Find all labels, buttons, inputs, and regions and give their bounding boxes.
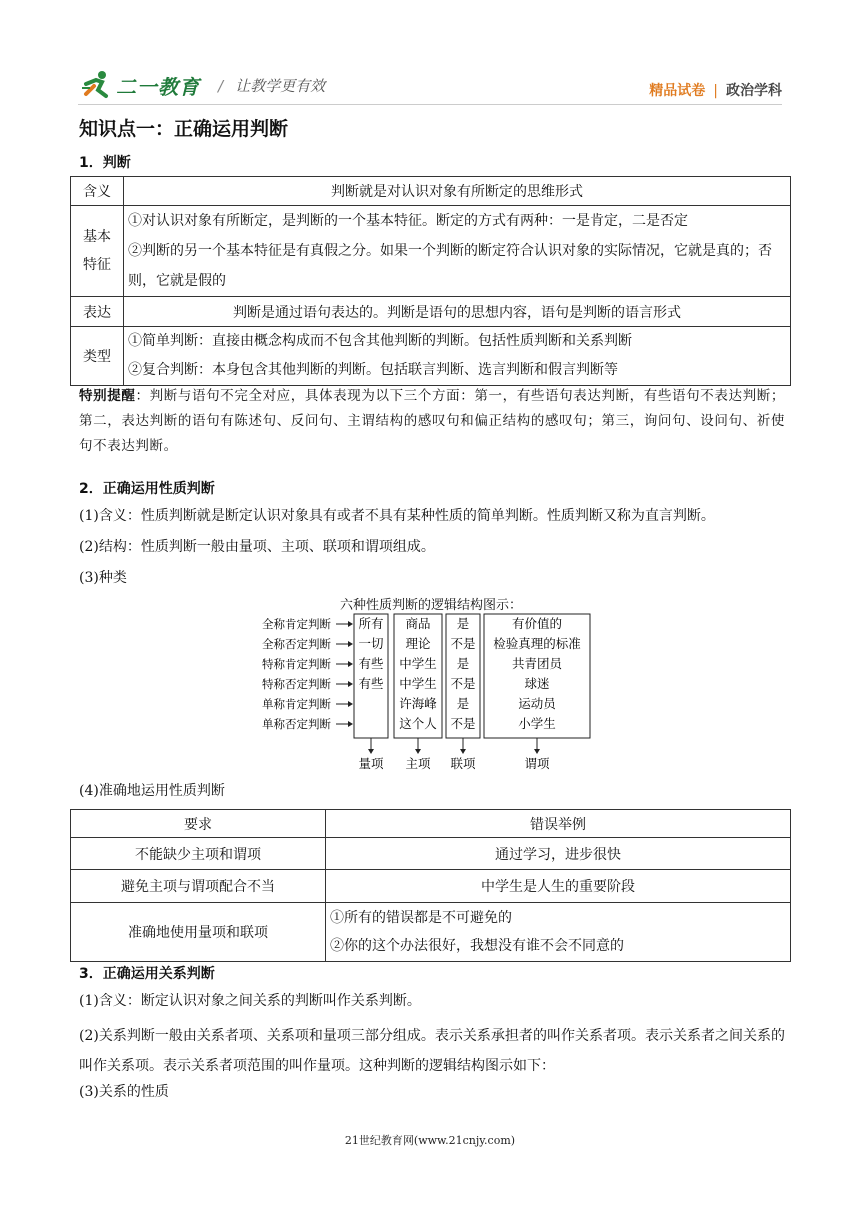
requirement-cell: 避免主项与谓项配合不当 [71,870,326,903]
example-line: ②你的这个办法很好，我想没有谁不会不同意的 [330,938,624,954]
arrow-head [348,641,353,647]
arrow-head [348,621,353,627]
diagram-cell: 商品 [405,616,431,631]
row-content [124,206,791,297]
diagram-cell: 不是 [450,636,476,651]
header-divider [78,104,782,105]
table-row [71,838,791,870]
arrow-head [460,749,466,754]
table-row [71,206,791,297]
diagram-cell: 一切 [358,636,384,651]
diagram-axis-label: 谓项 [524,756,550,771]
diagram-cell: 所有 [358,616,384,631]
example-cell [326,903,791,962]
row-label: 类型 [71,327,124,386]
diagram-cell: 是 [456,616,470,631]
type-1: ①简单判断：直接由概念构成而不包含其他判断的判断。包括性质判断和关系判断 [128,333,632,349]
judgment-structure-diagram [262,612,598,774]
paragraph: (2)结构：性质判断一般由量项、主项、联项和谓项组成。 [79,539,435,555]
row-label: 表达 [71,297,124,327]
brand-name: 二一教育 [116,74,200,99]
diagram-cell: 有价值的 [511,616,563,631]
diagram-cell: 有些 [358,676,384,691]
row-content: 判断就是对认识对象有所断定的思维形式 [124,177,791,206]
type-2: ②复合判断：本身包含其他判断的判断。包括联言判断、选言判断和假言判断等 [128,362,618,378]
column-header: 要求 [71,810,326,838]
judgment-type-label: 单称否定判断 [262,717,331,731]
feature-1: ①对认识对象有所断定，是判断的一个基本特征。断定的方式有两种：一是肯定，二是否定 [128,213,688,229]
diagram-cell: 共青团员 [511,656,563,671]
diagram-cell: 是 [456,656,470,671]
paragraph: (1)含义：断定认识对象之间关系的判断叫作关系判断。 [79,993,421,1009]
diagram-axis-label: 量项 [358,756,384,771]
paragraph: (4)准确地运用性质判断 [79,783,225,799]
brand-logo [80,70,325,100]
diagram-cell: 运动员 [518,696,556,711]
judgment-type-label: 全称肯定判断 [262,617,331,631]
example-cell: 通过学习，进步很快 [326,838,791,870]
table-row [71,297,791,327]
judgment-type-label: 特称肯定判断 [262,657,331,671]
example-cell: 中学生是人生的重要阶段 [326,870,791,903]
header-tag-label: 精品试卷 [649,83,706,99]
paragraph: (1)含义：性质判断就是断定认识对象具有或者不具有某种性质的简单判断。性质判断又称为直言判断。 [79,508,715,524]
diagram-cell: 小学生 [518,716,556,731]
judgment-type-label: 全称否定判断 [262,637,331,651]
table-row [71,177,791,206]
paragraph: (3)种类 [79,570,127,586]
diagram-cell: 中学生 [399,656,437,671]
diagram-axis-label: 联项 [450,756,476,771]
table-row [71,870,791,903]
diagram-cell: 不是 [450,716,476,731]
feature-2: ②判断的另一个基本特征是有真假之分。如果一个判断的断定符合认识对象的实际情况，它就是真的；否则，它就是假的 [128,243,772,289]
diagram-cell: 这个人 [399,716,437,731]
tip-label: 特别提醒 [79,388,136,404]
table-header-row [71,810,791,838]
section-2-heading: 2．正确运用性质判断 [79,481,215,497]
diagram-cell: 不是 [450,676,476,691]
paragraph: (2)关系判断一般由关系者项、关系项和量项三部分组成。表示关系承担者的叫作关系者项。表示关系者之间关系的叫作关系项。表示关系者项范围的叫作量项。这种判断的逻辑结构图示如下： [79,1028,785,1074]
diagram-cell: 理论 [405,636,431,651]
requirement-table [70,809,791,962]
table-row [71,903,791,962]
table-row [71,327,791,386]
arrow-head [368,749,374,754]
page-title: 知识点一：正确运用判断 [79,118,289,140]
header-tag: 精品试卷 | 政治学科 [649,83,782,99]
diagram-cell: 是 [456,696,470,711]
row-content [124,327,791,386]
requirement-cell: 准确地使用量项和联项 [71,903,326,962]
section-1-heading: 1．判断 [79,155,131,171]
diagram-cell: 检验真理的标准 [493,636,581,651]
diagram-cell: 球迷 [524,676,550,691]
diagram-title: 六种性质判断的逻辑结构图示： [340,598,523,613]
arrow-head [348,681,353,687]
paragraph: (3)关系的性质 [79,1084,169,1100]
arrow-head [348,701,353,707]
special-tip [79,384,785,459]
slogan: / 让教学更有效 [218,76,326,95]
runner-icon [80,70,114,100]
arrow-head [348,661,353,667]
requirement-cell: 不能缺少主项和谓项 [71,838,326,870]
header-subject: 政治学科 [726,83,782,99]
arrow-head [348,721,353,727]
diagram-cell: 许海峰 [399,696,437,711]
arrow-head [534,749,540,754]
diagram-cell: 中学生 [399,676,437,691]
row-label: 含义 [71,177,124,206]
column-header: 错误举例 [326,810,791,838]
tip-text: ：判断与语句不完全对应，具体表现为以下三个方面：第一，有些语句表达判断，有些语句不表达判断；第二，表达判断的语句有陈述句、反问句、主谓结构的感叹句和偏正结构的感叹句；第三，询问句、设问句、祈使句不表达判断。 [79,388,785,454]
row-label: 基本 特征 [71,206,124,297]
example-line: ①所有的错误都是不可避免的 [330,910,512,926]
diagram-axis-label: 主项 [405,756,431,771]
judgment-type-label: 特称否定判断 [262,677,331,691]
page-footer: 21世纪教育网(www.21cnjy.com) [344,1134,516,1147]
judgment-table [70,176,791,386]
section-3-heading: 3．正确运用关系判断 [79,966,215,982]
arrow-head [415,749,421,754]
judgment-type-label: 单称肯定判断 [262,697,331,711]
diagram-cell: 有些 [358,656,384,671]
row-content: 判断是通过语句表达的。判断是语句的思想内容，语句是判断的语言形式 [124,297,791,327]
